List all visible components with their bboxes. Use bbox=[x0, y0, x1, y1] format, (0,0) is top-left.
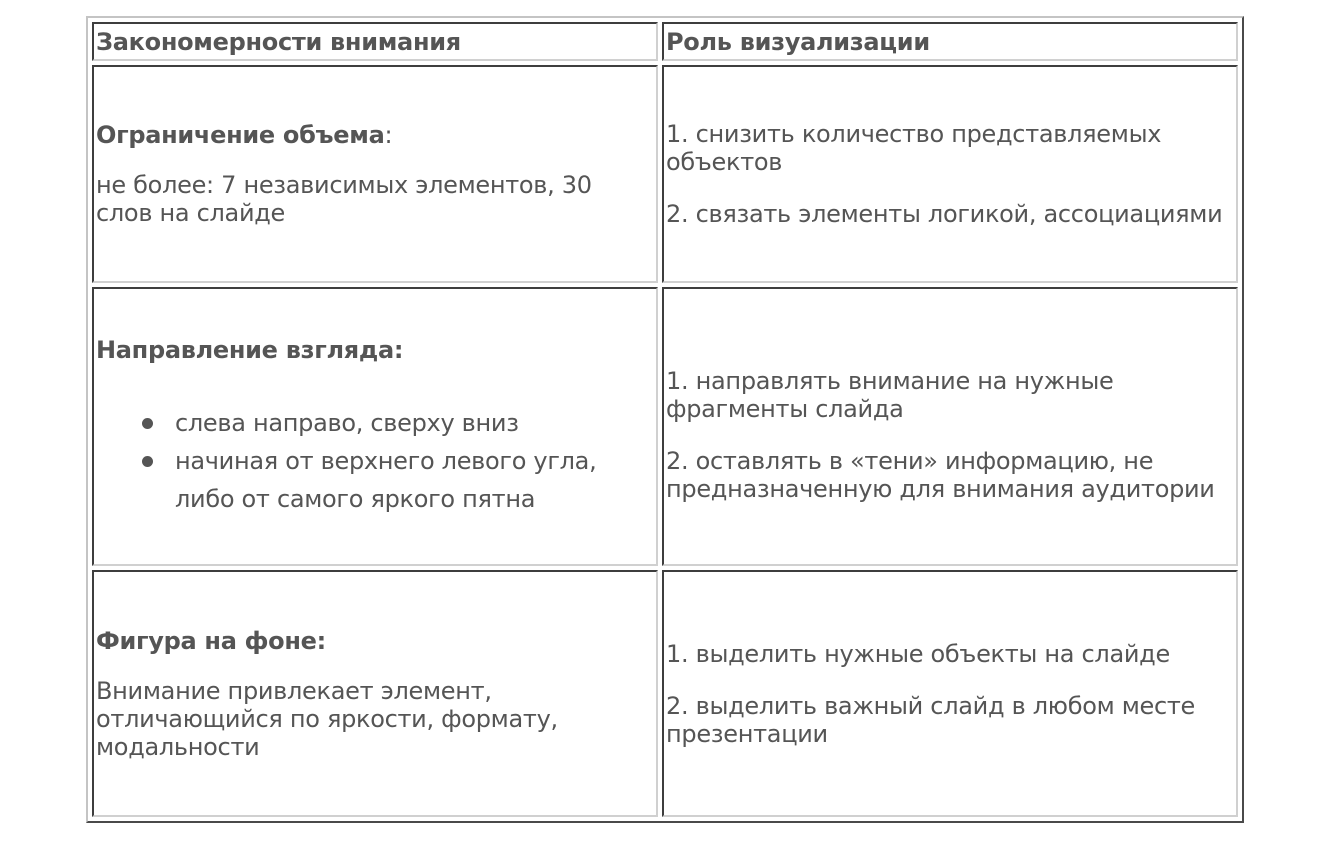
role-item: 1. снизить количество представляемых объектов bbox=[666, 120, 1162, 176]
pattern-cell bbox=[92, 65, 658, 283]
pattern-title: Направление взгляда: bbox=[96, 335, 404, 364]
role-item: 2. связать элементы логикой, ассоциациями bbox=[666, 200, 1223, 228]
pattern-title: Ограничение объема bbox=[96, 121, 385, 149]
list-item-text: слева направо, сверху вниз bbox=[175, 408, 519, 437]
role-cell bbox=[662, 570, 1238, 817]
bullet-icon bbox=[142, 418, 153, 429]
attention-table bbox=[86, 16, 1244, 823]
role-item: 1. направлять внимание на нужные фрагменты слайда bbox=[666, 366, 1114, 423]
role-item: 1. выделить нужные объекты на слайде bbox=[666, 639, 1170, 668]
table-row bbox=[92, 287, 1238, 566]
pattern-cell bbox=[92, 287, 658, 566]
pattern-title-suffix: : bbox=[384, 121, 393, 149]
role-cell bbox=[662, 65, 1238, 283]
bullet-icon bbox=[142, 456, 153, 467]
header-attention-patterns: Закономерности внимания bbox=[92, 22, 658, 61]
list-item-text: начиная от верхнего левого угла, либо от самого яркого пятна bbox=[175, 446, 597, 513]
pattern-description: не более: 7 независимых элементов, 30 слов на слайде bbox=[96, 171, 592, 227]
role-item: 2. оставлять в «тени» информацию, не предназначенную для внимания аудитории bbox=[666, 446, 1215, 503]
table-header-row bbox=[92, 22, 1238, 61]
bullet-list bbox=[96, 404, 654, 518]
pattern-title: Фигура на фоне: bbox=[96, 626, 326, 655]
pattern-description: Внимание привлекает элемент, отличающийся по яркости, формату, модальности bbox=[96, 676, 558, 761]
list-item bbox=[96, 442, 654, 518]
header-visualization-role: Роль визуализации bbox=[662, 22, 1238, 61]
table-row bbox=[92, 570, 1238, 817]
list-item bbox=[96, 404, 654, 442]
role-item: 2. выделить важный слайд в любом месте презентации bbox=[666, 691, 1196, 748]
pattern-cell bbox=[92, 570, 658, 817]
pattern-title-line bbox=[96, 121, 654, 149]
table-row bbox=[92, 65, 1238, 283]
role-cell bbox=[662, 287, 1238, 566]
